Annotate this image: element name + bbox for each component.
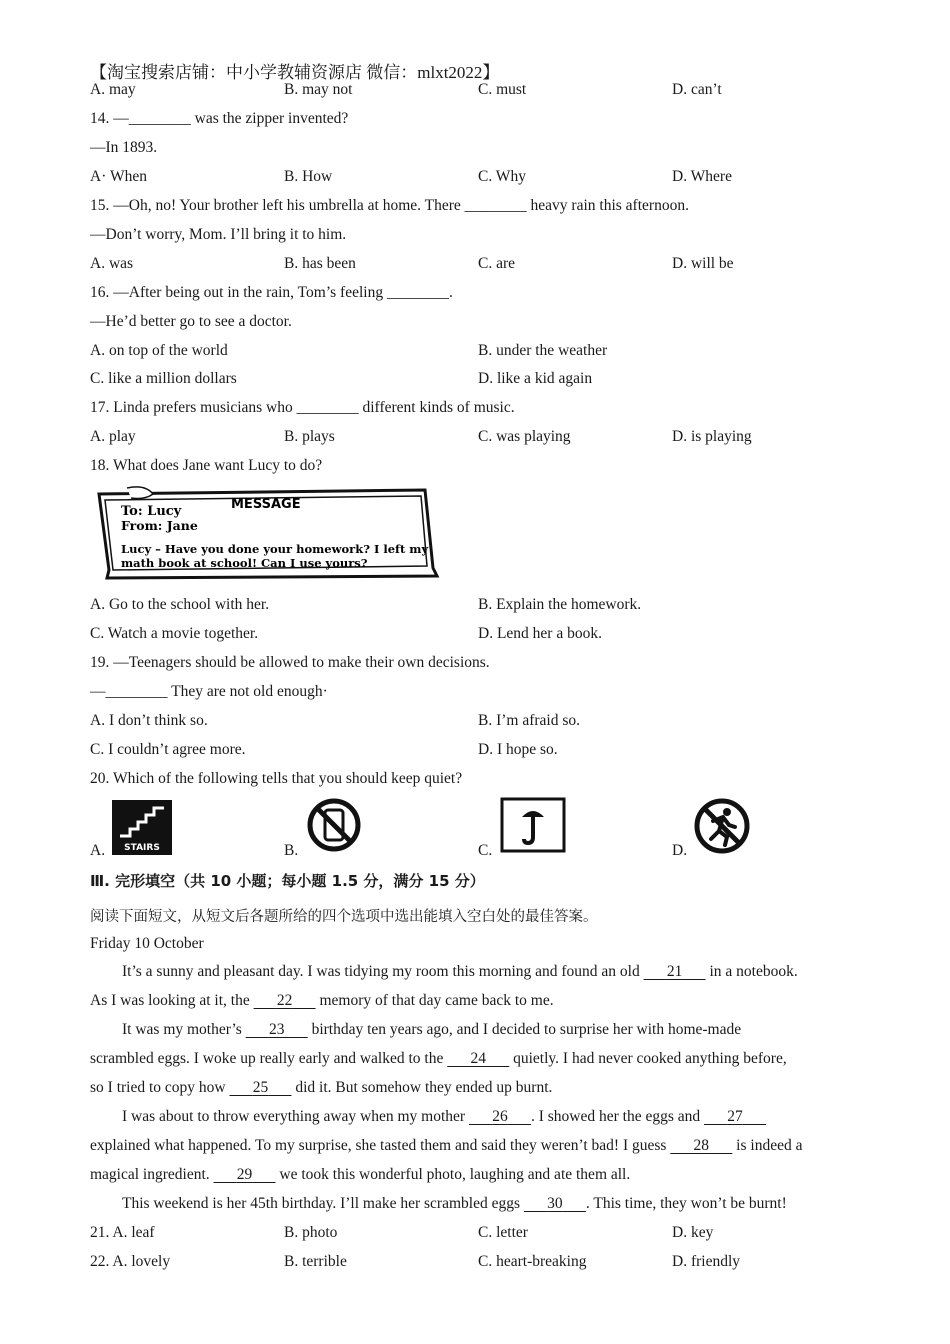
- q20-option-a: A.: [90, 842, 106, 859]
- cloze-blank: 30: [547, 1195, 563, 1212]
- q20-option-c: C.: [478, 842, 493, 859]
- q13-option-b: B. may not: [284, 81, 353, 98]
- q15-option-d: D. will be: [672, 255, 734, 272]
- passage-line: It was my mother’s 23 birthday ten years ago, and I decided to surprise her with home-made: [122, 1021, 742, 1038]
- message-heading: MESSAGE: [231, 497, 301, 512]
- no-phone-sign-icon: [306, 797, 362, 853]
- q18-option-a: A. Go to the school with her.: [90, 596, 270, 613]
- q14-option-c: C. Why: [478, 168, 526, 185]
- passage-line: As I was looking at it, the 22 memory of that day came back to me.: [90, 992, 554, 1009]
- stairs-sign-icon: [112, 800, 172, 855]
- q17-option-b: B. plays: [284, 428, 335, 445]
- q17-blank: ________: [296, 399, 359, 416]
- q22-option-b: B. terrible: [284, 1253, 347, 1270]
- q16-blank: ________: [386, 284, 449, 301]
- q16-option-c: C. like a million dollars: [90, 370, 237, 387]
- q22-option-c: C. heart-breaking: [478, 1253, 587, 1270]
- q14-option-b: B. How: [284, 168, 333, 185]
- q18-option-b: B. Explain the homework.: [478, 596, 642, 613]
- q21-option-b: B. photo: [284, 1224, 338, 1241]
- umbrella-sign-icon: [500, 797, 566, 853]
- message-body-line2: math book at school! Can I use yours?: [121, 556, 368, 570]
- no-running-sign-icon: [693, 797, 751, 855]
- q14-option-a: A· When: [90, 168, 147, 185]
- passage-line: magical ingredient. 29 we took this wonderful photo, laughing and ate them all.: [90, 1166, 631, 1183]
- q19-blank: ________: [105, 683, 168, 700]
- q13-option-d: D. can’t: [672, 81, 722, 98]
- passage-line: I was about to throw everything away when my mother 26 . I showed her the eggs and 27: [122, 1107, 766, 1127]
- passage-line: This weekend is her 45th birthday. I’ll make her scrambled eggs 30 . This time, they won’t be burnt!: [122, 1195, 787, 1212]
- q16-option-b: B. under the weather: [478, 342, 608, 359]
- stairs-label: STAIRS: [124, 843, 160, 853]
- header-banner: 【淘宝搜索店铺：中小学教辅资源店 微信：mlxt2022】: [90, 63, 500, 82]
- q17-option-d: D. is playing: [672, 428, 752, 445]
- q17-option-a: A. play: [90, 428, 136, 445]
- q20-stem: 20. Which of the following tells that you should keep quiet?: [90, 770, 463, 787]
- section-title: Ⅲ. 完形填空（共 10 小题；每小题 1.5 分，满分 15 分）: [90, 872, 485, 890]
- cloze-blank: 26: [492, 1108, 508, 1125]
- q21-option-a: 21. A. leaf: [90, 1224, 155, 1241]
- q16-option-d: D. like a kid again: [478, 370, 593, 387]
- cloze-blank: 25: [252, 1079, 269, 1096]
- q13-option-c: C. must: [478, 81, 527, 98]
- section-instruction: 阅读下面短文，从短文后各题所给的四个选项中选出能填入空白处的最佳答案。: [90, 909, 598, 925]
- message-from: From: Jane: [121, 518, 198, 533]
- q19-option-d: D. I hope so.: [478, 741, 558, 758]
- q21-option-d: D. key: [672, 1224, 714, 1241]
- q15-option-c: C. are: [478, 255, 516, 272]
- passage-line: scrambled eggs. I woke up really early and walked to the 24 quietly. I had never cooked anything before,: [90, 1050, 787, 1067]
- cloze-blank: 29: [236, 1166, 253, 1183]
- cloze-blank: 22: [276, 992, 293, 1009]
- q14-blank: ________: [128, 110, 191, 127]
- q15-blank: ________: [464, 197, 527, 214]
- q14-reply: —In 1893.: [90, 139, 158, 156]
- message-body-line1: Lucy – Have you done your homework? I left my: [121, 542, 429, 556]
- q15-stem: 15. —Oh, no! Your brother left his umbrella at home. There ________ heavy rain this afternoon.: [90, 197, 689, 214]
- passage-line: so I tried to copy how 25 did it. But somehow they ended up burnt.: [90, 1079, 553, 1096]
- q14-stem: 14. —________ was the zipper invented?: [90, 110, 349, 127]
- q15-reply: —Don’t worry, Mom. I’ll bring it to him.: [90, 226, 347, 243]
- q19-option-a: A. I don’t think so.: [90, 712, 208, 729]
- message-to: To: Lucy: [121, 504, 182, 519]
- q13-option-a: A. may: [90, 81, 136, 98]
- cloze-blank: 24: [470, 1050, 486, 1067]
- q18-option-c: C. Watch a movie together.: [90, 625, 259, 642]
- q19-option-c: C. I couldn’t agree more.: [90, 741, 246, 758]
- passage-line: explained what happened. To my surprise, she tasted them and said they weren’t bad! I guess 28 is indeed a: [90, 1137, 803, 1154]
- q19-stem: 19. —Teenagers should be allowed to make their own decisions.: [90, 654, 490, 671]
- q22-option-d: D. friendly: [672, 1253, 741, 1270]
- q22-option-a: 22. A. lovely: [90, 1253, 171, 1270]
- q20-option-b: B.: [284, 842, 299, 859]
- q19-option-b: B. I’m afraid so.: [478, 712, 581, 729]
- q17-option-c: C. was playing: [478, 428, 571, 445]
- cloze-blank: 27: [727, 1108, 743, 1125]
- cloze-blank: 28: [693, 1137, 710, 1154]
- passage-date: Friday 10 October: [90, 935, 204, 952]
- q16-reply: —He’d better go to see a doctor.: [90, 313, 292, 330]
- cloze-blank: 21: [666, 963, 683, 980]
- q19-reply: —________ They are not old enough·: [90, 683, 328, 700]
- q21-option-c: C. letter: [478, 1224, 528, 1241]
- q16-stem: 16. —After being out in the rain, Tom’s feeling ________.: [90, 284, 453, 301]
- q16-option-a: A. on top of the world: [90, 342, 228, 359]
- message-note-image: [95, 486, 440, 582]
- q18-option-d: D. Lend her a book.: [478, 625, 602, 642]
- passage-line: It’s a sunny and pleasant day. I was tidying my room this morning and found an old 21 in a notebook.: [122, 963, 798, 980]
- q17-stem: 17. Linda prefers musicians who ________ different kinds of music.: [90, 399, 515, 416]
- q20-option-d: D.: [672, 842, 688, 859]
- q18-stem: 18. What does Jane want Lucy to do?: [90, 457, 323, 474]
- cloze-blank: 23: [268, 1021, 285, 1038]
- q15-option-b: B. has been: [284, 255, 356, 272]
- q14-option-d: D. Where: [672, 168, 732, 185]
- q15-option-a: A. was: [90, 255, 134, 272]
